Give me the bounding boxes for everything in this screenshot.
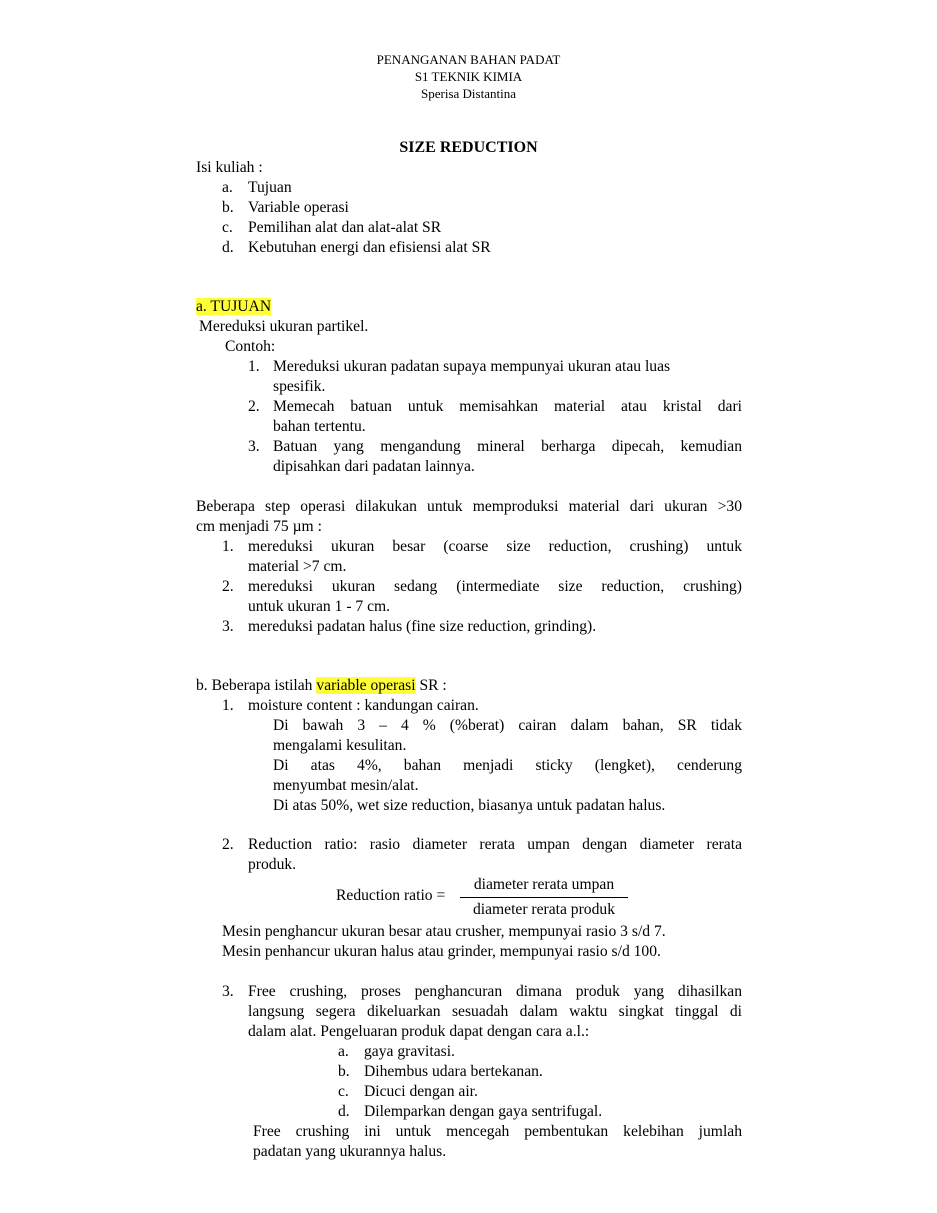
formula-label: Reduction ratio = — [336, 887, 446, 904]
list-item-line: Mereduksi ukuran padatan supaya mempunyai ukuran atau luas — [273, 358, 671, 375]
list-item: Dilemparkan dengan gaya sentrifugal. — [364, 1103, 603, 1120]
ratio-note: Mesin penghancur ukuran besar atau crusher, mempunyai rasio 3 s/d 7. — [222, 923, 666, 940]
formula-numerator: diameter rerata umpan — [473, 876, 615, 893]
contents-item: Variable operasi — [248, 199, 349, 216]
list-marker: d. — [338, 1103, 350, 1120]
list-marker: 1. — [248, 358, 260, 375]
free-conclusion: padatan yang ukurannya halus. — [253, 1143, 447, 1160]
contents-item: Kebutuhan energi dan efisiensi alat SR — [248, 239, 491, 256]
contents-item: Tujuan — [248, 179, 292, 196]
free-conclusion: Free crushing ini untuk mencegah pembentukan kelebihan jumlah — [253, 1123, 742, 1140]
list-item-line: mereduksi padatan halus (fine size reduction, grinding). — [248, 618, 597, 635]
header-line-3: Sperisa Distantina — [421, 86, 516, 101]
formula-fraction — [460, 876, 628, 919]
moisture-text: mengalami kesulitan. — [273, 737, 407, 754]
formula-denominator: diameter rerata produk — [472, 901, 615, 918]
list-item: Dicuci dengan air. — [364, 1083, 478, 1100]
page-title: SIZE REDUCTION — [399, 139, 538, 156]
moisture-text: Di atas 4%, bahan menjadi sticky (lengket), cenderung — [273, 757, 742, 774]
steps-intro-line: cm menjadi 75 µm : — [196, 518, 322, 535]
moisture-title: moisture content : kandungan cairan. — [248, 697, 479, 714]
fraction-bar — [460, 897, 628, 898]
contents-item: Pemilihan alat dan alat-alat SR — [248, 219, 442, 236]
section-b-heading: b. Beberapa istilah variable operasi SR : — [196, 677, 447, 694]
ratio-note: Mesin penhancur ukuran halus atau grinder, mempunyai rasio s/d 100. — [222, 943, 661, 960]
list-marker: c. — [338, 1083, 349, 1100]
contents-marker: c. — [222, 219, 233, 236]
list-marker: a. — [338, 1043, 349, 1060]
list-item-line: Memecah batuan untuk memisahkan material atau kristal dari — [273, 398, 742, 415]
moisture-text: Di bawah 3 – 4 % (%berat) cairan dalam bahan, SR tidak — [273, 717, 742, 734]
list-item-line: spesifik. — [273, 378, 326, 395]
list-item-line: bahan tertentu. — [273, 418, 366, 435]
list-marker: 3. — [248, 438, 260, 455]
steps-intro-line: Beberapa step operasi dilakukan untuk memproduksi material dari ukuran >30 — [196, 498, 742, 515]
list-item-line: untuk ukuran 1 - 7 cm. — [248, 598, 391, 615]
contents-marker: d. — [222, 239, 234, 256]
list-marker: 1. — [222, 538, 234, 555]
section-a-heading: a. TUJUAN — [196, 298, 272, 315]
list-marker: 2. — [248, 398, 260, 415]
ratio-text: Reduction ratio: rasio diameter rerata umpan dengan diameter rerata — [248, 836, 742, 853]
free-text: Free crushing, proses penghancuran dimana produk yang dihasilkan — [248, 983, 742, 1000]
list-marker: 3. — [222, 983, 234, 1000]
header-line-2: S1 TEKNIK KIMIA — [414, 69, 523, 84]
list-item-line: mereduksi ukuran sedang (intermediate size reduction, crushing) — [248, 578, 742, 595]
list-item-line: material >7 cm. — [248, 558, 347, 575]
contents-marker: b. — [222, 199, 234, 216]
list-marker: 3. — [222, 618, 234, 635]
list-item-line: dipisahkan dari padatan lainnya. — [273, 458, 475, 475]
contents-marker: a. — [222, 179, 233, 196]
contents-label: Isi kuliah : — [196, 159, 263, 176]
moisture-text: Di atas 50%, wet size reduction, biasanya untuk padatan halus. — [273, 797, 666, 814]
header-line-1: PENANGANAN BAHAN PADAT — [376, 52, 561, 67]
list-marker: b. — [338, 1063, 350, 1080]
list-marker: 1. — [222, 697, 234, 714]
list-marker: 2. — [222, 836, 234, 853]
tujuan-intro: Mereduksi ukuran partikel. — [199, 318, 369, 335]
contoh-label: Contoh: — [225, 338, 276, 355]
moisture-text: menyumbat mesin/alat. — [273, 777, 419, 794]
list-item-line: Batuan yang mengandung mineral berharga dipecah, kemudian — [273, 438, 742, 455]
list-item: Dihembus udara bertekanan. — [364, 1063, 543, 1080]
free-text: langsung segera dikeluarkan sesuadah dalam waktu singkat tinggal di — [248, 1003, 742, 1020]
list-item-line: mereduksi ukuran besar (coarse size reduction, crushing) untuk — [248, 538, 742, 555]
list-marker: 2. — [222, 578, 234, 595]
list-item: gaya gravitasi. — [364, 1043, 455, 1060]
free-text: dalam alat. Pengeluaran produk dapat dengan cara a.l.: — [248, 1023, 590, 1040]
ratio-text: produk. — [248, 856, 297, 873]
